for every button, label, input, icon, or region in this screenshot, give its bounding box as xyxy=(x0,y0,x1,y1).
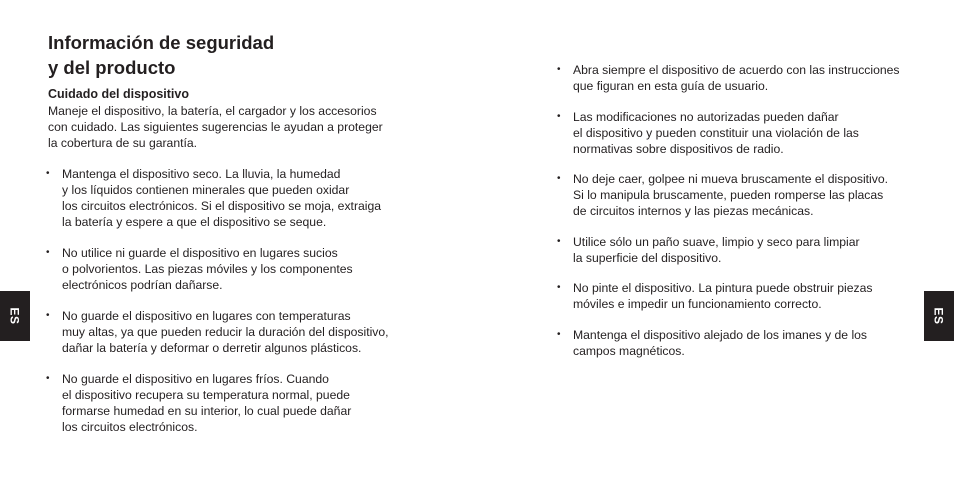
bullet-line: o polvorientos. Las piezas móviles y los componentes xyxy=(62,262,353,276)
section-heading: Cuidado del dispositivo xyxy=(48,87,189,101)
bullet-line: Mantenga el dispositivo seco. La lluvia, la humedad xyxy=(62,167,341,181)
bullet-line: y los líquidos contienen minerales que pueden oxidar xyxy=(62,183,350,197)
bullet-text xyxy=(62,245,389,293)
bullet-line: Las modificaciones no autorizadas pueden dañar xyxy=(573,109,839,124)
bullet-line: los circuitos electrónicos. Si el dispositivo se moja, extraiga xyxy=(62,199,382,213)
language-tab-label: ES xyxy=(7,307,22,325)
bullet-line: Si lo manipula bruscamente, pueden romperse las placas xyxy=(573,188,884,202)
bullet-icon: • xyxy=(557,328,561,340)
bullet-line: el dispositivo y pueden constituir una violación de las xyxy=(573,125,859,140)
bullet-text xyxy=(573,327,900,359)
bullet-item xyxy=(46,308,389,356)
intro-paragraph xyxy=(48,103,383,151)
bullet-icon: • xyxy=(557,64,561,75)
bullet-line: móviles e impedir un funcionamiento correcto. xyxy=(573,297,822,311)
bullet-icon: • xyxy=(46,373,50,384)
bullet-icon: • xyxy=(557,173,561,184)
bullet-line: campos magnéticos. xyxy=(573,343,685,358)
bullet-text xyxy=(573,234,900,266)
bullet-line: la batería y espere a que el dispositivo se seque. xyxy=(62,215,327,229)
right-bullet-list xyxy=(557,62,900,373)
bullet-item xyxy=(557,234,900,266)
bullet-line: Mantenga el dispositivo alejado de los imanes y de los xyxy=(573,327,868,342)
bullet-line: de circuitos internos y las piezas mecánicas. xyxy=(573,204,814,218)
bullet-text xyxy=(573,171,900,219)
bullet-item xyxy=(46,245,389,293)
title-line: y del producto xyxy=(48,57,176,78)
bullet-icon: • xyxy=(46,310,50,321)
bullet-item xyxy=(557,327,900,359)
bullet-text xyxy=(573,62,900,94)
bullet-item xyxy=(557,280,900,312)
left-bullet-list xyxy=(46,166,389,450)
bullet-text xyxy=(573,109,900,157)
bullet-line: Abra siempre el dispositivo de acuerdo con las instrucciones xyxy=(573,63,900,77)
bullet-item xyxy=(46,166,389,230)
bullet-line: formarse humedad en su interior, lo cual puede dañar xyxy=(62,404,352,418)
bullet-icon: • xyxy=(557,110,561,122)
bullet-text xyxy=(62,308,389,356)
bullet-line: que figuran en esta guía de usuario. xyxy=(573,79,769,93)
bullet-text xyxy=(62,166,389,230)
bullet-line: el dispositivo recupera su temperatura normal, puede xyxy=(62,388,350,402)
bullet-line: No guarde el dispositivo en lugares con temperaturas xyxy=(62,309,351,323)
language-tab-right xyxy=(924,291,954,341)
bullet-line: la superficie del dispositivo. xyxy=(573,250,722,265)
bullet-icon: • xyxy=(557,235,561,247)
bullet-line: No guarde el dispositivo en lugares fríos. Cuando xyxy=(62,372,329,386)
page-title xyxy=(48,30,348,80)
intro-line: Maneje el dispositivo, la batería, el cargador y los accesorios xyxy=(48,104,377,118)
bullet-icon: • xyxy=(557,282,561,293)
bullet-line: No deje caer, golpee ni mueva bruscamente el dispositivo. xyxy=(573,172,889,186)
bullet-line: No pinte el dispositivo. La pintura puede obstruir piezas xyxy=(573,281,873,295)
bullet-icon: • xyxy=(46,247,50,258)
bullet-text xyxy=(62,371,389,435)
bullet-icon: • xyxy=(46,168,50,179)
intro-line: la cobertura de su garantía. xyxy=(48,136,198,150)
language-tab-label: ES xyxy=(931,307,946,325)
bullet-line: electrónicos podrían dañarse. xyxy=(62,278,223,292)
intro-line: con cuidado. Las siguientes sugerencias le ayudan a proteger xyxy=(48,120,383,134)
language-tab-left xyxy=(0,291,30,341)
bullet-item xyxy=(557,171,900,219)
bullet-line: Utilice sólo un paño suave, limpio y seco para limpiar xyxy=(573,234,860,249)
bullet-line: los circuitos electrónicos. xyxy=(62,420,198,434)
bullet-item xyxy=(557,62,900,94)
title-line: Información de seguridad xyxy=(48,32,275,53)
bullet-line: normativas sobre dispositivos de radio. xyxy=(573,141,784,156)
bullet-text xyxy=(573,280,900,312)
bullet-line: No utilice ni guarde el dispositivo en lugares sucios xyxy=(62,246,338,260)
bullet-line: dañar la batería y deformar o derretir algunos plásticos. xyxy=(62,341,362,355)
bullet-line: muy altas, ya que pueden reducir la duración del dispositivo, xyxy=(62,325,389,339)
bullet-item xyxy=(557,109,900,157)
bullet-item xyxy=(46,371,389,435)
